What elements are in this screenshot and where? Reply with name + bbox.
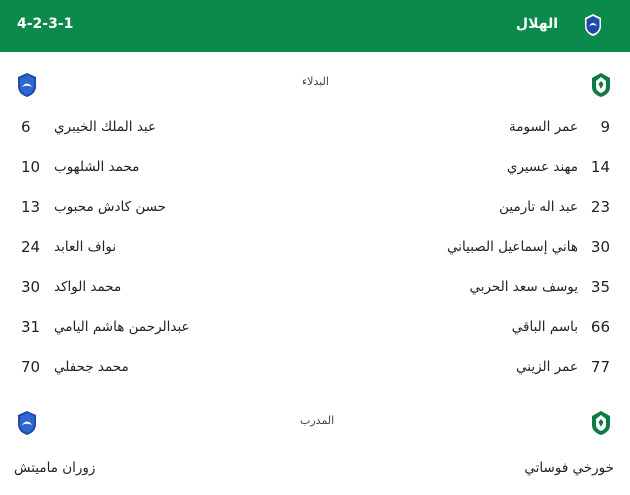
player-number: 6 [21,118,31,136]
player-number: 70 [21,358,41,376]
player-name: عمر الزيني [516,359,578,375]
team-name[interactable]: الهلال [515,16,558,32]
substitute-row[interactable] [310,198,610,222]
player-name: عبد اله تارمين [499,199,578,215]
player-name: عبد الملك الخيبري [54,119,157,135]
substitute-row[interactable] [14,158,314,182]
player-number: 23 [590,198,610,216]
player-name: حسن كادش محبوب [54,199,166,215]
player-number: 66 [590,318,610,336]
coach-name[interactable]: زوران ماميتش [14,460,96,476]
substitute-row[interactable] [310,158,610,182]
player-number: 35 [590,278,610,296]
player-number: 31 [21,318,41,336]
player-number: 77 [590,358,610,376]
substitute-row[interactable] [14,318,314,342]
coach-label: المدرب [300,414,335,427]
player-name: باسم الباقي [511,319,578,335]
player-number: 30 [21,278,41,296]
al-hilal-crest-icon [16,410,38,436]
player-number: 13 [21,198,41,216]
player-name: نواف العابد [54,239,117,255]
al-ahli-crest-icon [591,72,611,98]
player-number: 24 [21,238,41,256]
player-number: 30 [590,238,610,256]
coach-name[interactable]: خورخي فوساتي [524,460,614,476]
al-hilal-crest-icon [16,72,38,98]
al-ahli-crest-icon [591,410,611,436]
substitute-row[interactable] [14,118,314,142]
substitute-row[interactable] [310,278,610,302]
player-name: عمر السومة [509,119,578,135]
substitutes-label: البدلاء [302,75,329,88]
team-header-bar [0,0,630,52]
player-number: 9 [600,118,610,136]
formation-label: 4-2-3-1 [17,16,74,32]
substitute-row[interactable] [310,118,610,142]
substitute-row[interactable] [310,358,610,382]
player-number: 14 [590,158,610,176]
substitute-row[interactable] [310,238,610,262]
substitute-row[interactable] [310,318,610,342]
player-name: محمد جحفلي [54,359,129,375]
substitute-row[interactable] [14,238,314,262]
player-name: مهند عسيري [506,159,578,175]
player-name: محمد الشلهوب [54,159,140,175]
substitute-row[interactable] [14,358,314,382]
player-number: 10 [21,158,41,176]
al-hilal-crest-icon [583,13,603,37]
player-name: محمد الواكد [54,279,122,295]
player-name: يوسف سعد الحربي [469,279,578,295]
substitute-row[interactable] [14,198,314,222]
substitute-row[interactable] [14,278,314,302]
player-name: هاني إسماعيل الصبياني [447,239,578,255]
player-name: عبدالرحمن هاشم اليامي [54,319,190,335]
